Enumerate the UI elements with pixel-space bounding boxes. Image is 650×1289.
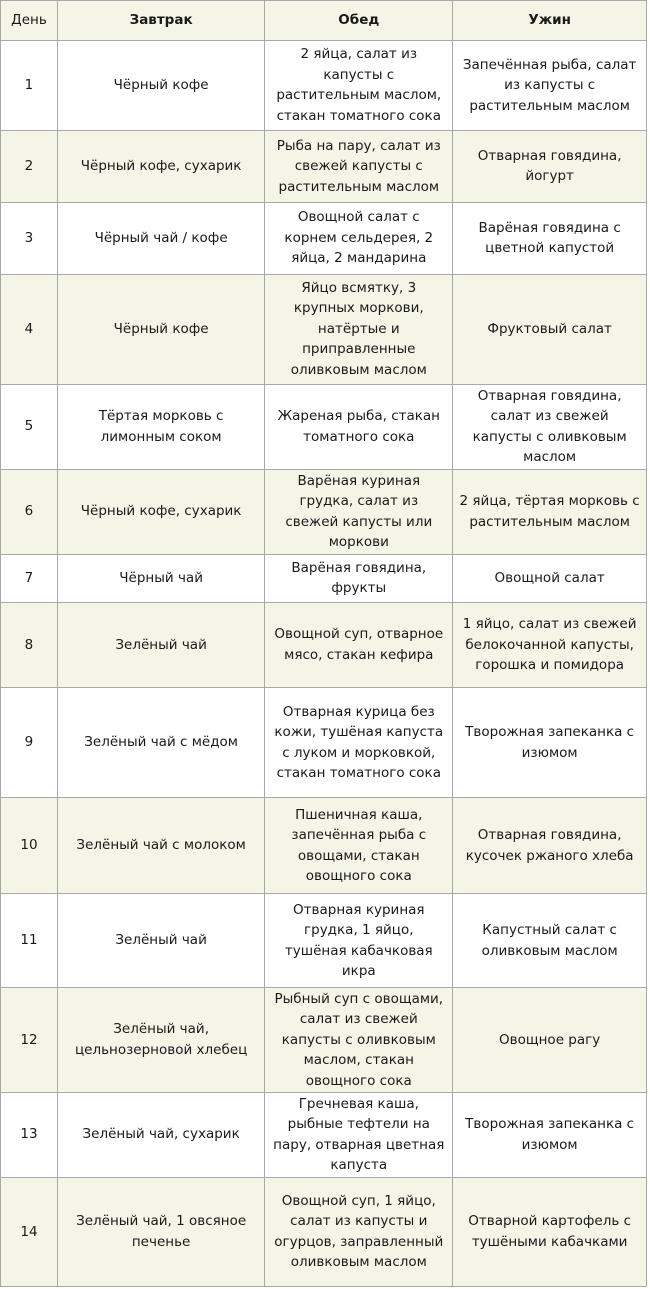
breakfast-cell: Зелёный чай, 1 овсяное печенье — [57, 1177, 264, 1286]
lunch-cell: Варёная говядина, фрукты — [265, 554, 453, 603]
table-row — [1, 41, 647, 131]
dinner-cell: Варёная говядина с цветной капустой — [453, 202, 647, 274]
day-cell: 7 — [1, 554, 58, 603]
day-cell: 11 — [1, 894, 58, 988]
dinner-cell: 2 яйца, тёртая морковь с растительным маслом — [453, 469, 647, 554]
table-body — [1, 41, 647, 1287]
table-row — [1, 988, 647, 1093]
header-breakfast: Завтрак — [57, 1, 264, 41]
table-row — [1, 1177, 647, 1286]
day-cell: 2 — [1, 130, 58, 202]
lunch-cell: 2 яйца, салат из капусты с растительным маслом, стакан томатного сока — [265, 41, 453, 131]
day-cell: 1 — [1, 41, 58, 131]
lunch-cell: Рыба на пару, салат из свежей капусты с растительным маслом — [265, 130, 453, 202]
lunch-cell: Овощной суп, отварное мясо, стакан кефира — [265, 603, 453, 688]
breakfast-cell: Чёрный кофе, сухарик — [57, 130, 264, 202]
table-row — [1, 894, 647, 988]
lunch-cell: Яйцо всмятку, 3 крупных моркови, натёртые и приправленные оливковым маслом — [265, 274, 453, 384]
lunch-cell: Пшеничная каша, запечённая рыба с овощами, стакан овощного сока — [265, 798, 453, 894]
breakfast-cell: Зелёный чай, цельнозерновой хлебец — [57, 988, 264, 1093]
table-header-row — [1, 1, 647, 41]
dinner-cell: Запечённая рыба, салат из капусты с растительным маслом — [453, 41, 647, 131]
header-dinner: Ужин — [453, 1, 647, 41]
lunch-cell: Жареная рыба, стакан томатного сока — [265, 384, 453, 469]
table-row — [1, 469, 647, 554]
day-cell: 13 — [1, 1092, 58, 1177]
dinner-cell: 1 яйцо, салат из свежей белокочанной капусты, горошка и помидора — [453, 603, 647, 688]
dinner-cell: Творожная запеканка с изюмом — [453, 687, 647, 797]
breakfast-cell: Тёртая морковь с лимонным соком — [57, 384, 264, 469]
lunch-cell: Варёная куриная грудка, салат из свежей капусты или моркови — [265, 469, 453, 554]
breakfast-cell: Зелёный чай — [57, 603, 264, 688]
lunch-cell: Отварная куриная грудка, 1 яйцо, тушёная кабачковая икра — [265, 894, 453, 988]
lunch-cell: Отварная курица без кожи, тушёная капуста с луком и морковкой, стакан томатного сока — [265, 687, 453, 797]
table-row — [1, 130, 647, 202]
day-cell: 9 — [1, 687, 58, 797]
breakfast-cell: Чёрный чай / кофе — [57, 202, 264, 274]
day-cell: 10 — [1, 798, 58, 894]
breakfast-cell: Чёрный кофе, сухарик — [57, 469, 264, 554]
table-row — [1, 798, 647, 894]
lunch-cell: Овощной салат с корнем сельдерея, 2 яйца, 2 мандарина — [265, 202, 453, 274]
breakfast-cell: Чёрный кофе — [57, 274, 264, 384]
header-lunch: Обед — [265, 1, 453, 41]
dinner-cell: Фруктовый салат — [453, 274, 647, 384]
table-row — [1, 202, 647, 274]
lunch-cell: Рыбный суп с овощами, салат из свежей капусты с оливковым маслом, стакан овощного сока — [265, 988, 453, 1093]
dinner-cell: Отварная говядина, салат из свежей капусты с оливковым маслом — [453, 384, 647, 469]
breakfast-cell: Зелёный чай, сухарик — [57, 1092, 264, 1177]
day-cell: 12 — [1, 988, 58, 1093]
table-row — [1, 554, 647, 603]
day-cell: 4 — [1, 274, 58, 384]
table-row — [1, 384, 647, 469]
table-row — [1, 603, 647, 688]
table-row — [1, 1092, 647, 1177]
dinner-cell: Творожная запеканка с изюмом — [453, 1092, 647, 1177]
dinner-cell: Отварной картофель с тушёными кабачками — [453, 1177, 647, 1286]
dinner-cell: Капустный салат с оливковым маслом — [453, 894, 647, 988]
day-cell: 3 — [1, 202, 58, 274]
dinner-cell: Отварная говядина, йогурт — [453, 130, 647, 202]
header-day: День — [1, 1, 58, 41]
day-cell: 8 — [1, 603, 58, 688]
day-cell: 14 — [1, 1177, 58, 1286]
breakfast-cell: Зелёный чай с мёдом — [57, 687, 264, 797]
breakfast-cell: Зелёный чай с молоком — [57, 798, 264, 894]
dinner-cell: Отварная говядина, кусочек ржаного хлеба — [453, 798, 647, 894]
breakfast-cell: Чёрный кофе — [57, 41, 264, 131]
lunch-cell: Овощной суп, 1 яйцо, салат из капусты и огурцов, заправленный оливковым маслом — [265, 1177, 453, 1286]
dinner-cell: Овощной салат — [453, 554, 647, 603]
lunch-cell: Гречневая каша, рыбные тефтели на пару, отварная цветная капуста — [265, 1092, 453, 1177]
dinner-cell: Овощное рагу — [453, 988, 647, 1093]
breakfast-cell: Зелёный чай — [57, 894, 264, 988]
day-cell: 6 — [1, 469, 58, 554]
day-cell: 5 — [1, 384, 58, 469]
table-row — [1, 687, 647, 797]
table-row — [1, 274, 647, 384]
breakfast-cell: Чёрный чай — [57, 554, 264, 603]
